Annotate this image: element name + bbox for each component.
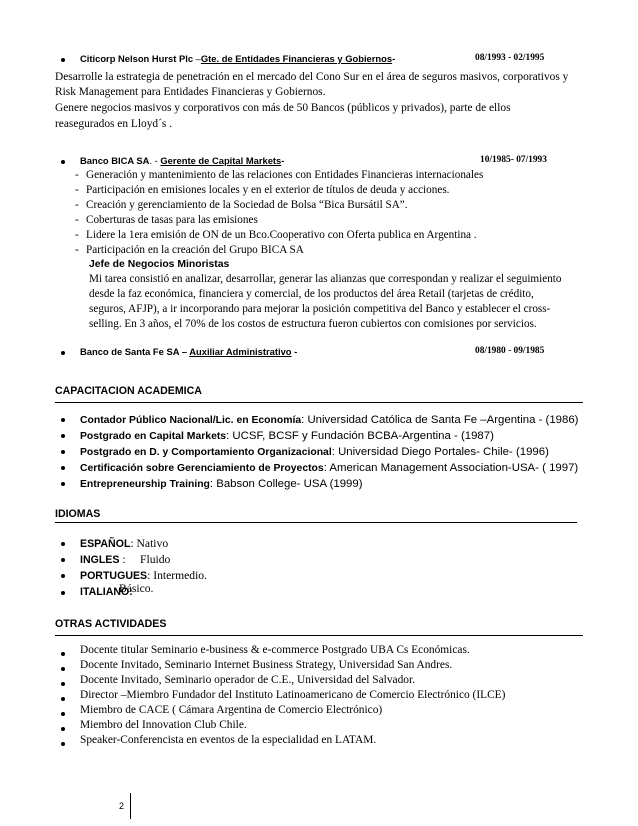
- bullet-icon: [61, 697, 65, 701]
- section-divider: [55, 402, 583, 403]
- activity-item: Docente Invitado, Seminario Internet Business Strategy, Universidad San Andres.: [80, 659, 453, 671]
- job-dates: 10/1985- 07/1993: [480, 155, 547, 165]
- job-heading-santafe: [80, 346, 297, 357]
- job-heading-citicorp: [80, 53, 395, 64]
- language-name: ITALIANO:: [80, 586, 133, 598]
- job-item: Lidere la 1era emisión de ON de un Bco.Cooperativo con Oferta publica en Argentina .: [86, 229, 477, 241]
- section-divider: [55, 635, 583, 636]
- activity-item: Miembro del Innovation Club Chile.: [80, 719, 247, 731]
- dash-marker: -: [75, 184, 79, 196]
- sub-role-line: Mi tarea consistió en analizar, desarrollar, generar las alianzas que correspondan y realizar el seguimiento: [89, 273, 562, 285]
- job-title-suffix: -: [281, 155, 285, 166]
- cap-item-label: Entrepreneurship Training: [80, 479, 210, 490]
- bullet-icon: [61, 160, 65, 164]
- job-title: Auxiliar Administrativo: [189, 346, 292, 357]
- job-dates: 08/1993 - 02/1995: [475, 53, 545, 63]
- job-company: Citicorp Nelson Hurst Plc: [80, 53, 194, 64]
- language-name: ESPAÑOL: [80, 538, 131, 550]
- job-separator: –: [193, 53, 201, 64]
- activity-item: Miembro de CACE ( Cámara Argentina de Comercio Electrónico): [80, 704, 383, 716]
- job-title: Gerente de Capital Markets: [160, 155, 282, 166]
- bullet-icon: [61, 558, 65, 562]
- bullet-icon: [61, 450, 65, 454]
- job-title-suffix: -: [392, 53, 396, 64]
- language-level: Básico.: [119, 582, 154, 595]
- bullet-icon: [61, 434, 65, 438]
- section-heading-capacitacion: CAPACITACION ACADEMICA: [55, 385, 202, 397]
- bullet-icon: [61, 482, 65, 486]
- bullet-icon: [61, 351, 65, 355]
- job-heading-bica: [80, 155, 284, 166]
- language-level: : Fluido: [119, 553, 171, 566]
- bullet-icon: [61, 418, 65, 422]
- dash-marker: -: [75, 169, 79, 181]
- bullet-icon: [61, 652, 65, 656]
- footer-divider: [130, 793, 131, 819]
- cap-item-label: Certificación sobre Gerenciamiento de Proyectos: [80, 463, 324, 474]
- section-heading-otras: OTRAS ACTIVIDADES: [55, 618, 167, 630]
- section-divider: [55, 522, 577, 523]
- bullet-icon: [61, 574, 65, 578]
- job-company: Banco BICA SA: [80, 155, 150, 166]
- job-item: Participación en emisiones locales y en el exterior de títulos de deuda y acciones.: [86, 184, 450, 196]
- job-title: Gte. de Entidades Financieras y Gobiernos: [200, 53, 393, 64]
- cap-item: [80, 474, 363, 492]
- sub-role-line: selling. En 3 años, el 70% de los costos de estructura fueron cubiertos con comisiones por servicios.: [89, 318, 537, 330]
- language-level: : Nativo: [130, 537, 169, 550]
- job-item: Creación y gerenciamiento de la Sociedad de Bolsa “Bica Bursátil SA”.: [86, 199, 408, 211]
- activity-item: Director –Miembro Fundador del Instituto Latinoamericano de Comercio Electrónico (ILCE): [80, 689, 506, 701]
- job-description-line: Risk Management para Entidades Financieras y Gobiernos.: [55, 86, 326, 98]
- bullet-icon: [61, 727, 65, 731]
- activity-item: Speaker-Conferencista en eventos de la especialidad en LATAM.: [80, 734, 377, 746]
- bullet-icon: [61, 58, 65, 62]
- dash-marker: -: [75, 199, 79, 211]
- activity-item: Docente Invitado, Seminario operador de C.E., Universidad del Salvador.: [80, 674, 415, 686]
- bullet-icon: [61, 466, 65, 470]
- job-description-line: reasegurados en Lloyd´s .: [55, 118, 173, 130]
- activity-item: Docente titular Seminario e-business & e-commerce Postgrado UBA Cs Económicas.: [80, 644, 470, 656]
- sub-role-line: seguros, AFJP), a ir incorporando para mejorar la posición competitiva del Banco y establecer el cross-: [89, 303, 551, 315]
- job-item: Participación en la creación del Grupo BICA SA: [86, 244, 304, 256]
- cap-item-value: : Babson College- USA (1999): [209, 478, 363, 490]
- cap-item-value: : UCSF, BCSF y Fundación BCBA-Argentina - (1987): [226, 430, 494, 442]
- bullet-icon: [61, 742, 65, 746]
- language-name: PORTUGUES: [80, 570, 148, 582]
- dash-marker: -: [75, 214, 79, 226]
- bullet-icon: [61, 712, 65, 716]
- language-level: : Intermedio.: [147, 569, 207, 582]
- cap-item-label: Contador Público Nacional/Lic. en Economía: [80, 415, 302, 426]
- job-description-line: Desarrolle la estrategia de penetración en el mercado del Cono Sur en el área de seguros masivos, corporativos y: [55, 71, 569, 83]
- job-description-line: Genere negocios masivos y corporativos con más de 50 Bancos (públicos y privados), parte de ellos: [55, 102, 511, 114]
- job-item: Coberturas de tasas para las emisiones: [86, 214, 258, 226]
- sub-role-line: desde la faz económica, financiera y comercial, de los productos del área Retail (tarjetas de crédito,: [89, 288, 534, 300]
- dash-marker: -: [75, 229, 79, 241]
- bullet-icon: [61, 682, 65, 686]
- job-dates: 08/1980 - 09/1985: [475, 346, 545, 356]
- cap-item-label: Postgrado en D. y Comportamiento Organizacional: [80, 447, 332, 458]
- bullet-icon: [61, 591, 65, 595]
- cap-item-value: : Universidad Diego Portales- Chile- (1996): [331, 446, 549, 458]
- cap-item-label: Postgrado en Capital Markets: [80, 431, 227, 442]
- bullet-icon: [61, 667, 65, 671]
- page-number: 2: [119, 801, 125, 811]
- job-company: Banco de Santa Fe SA: [80, 346, 180, 357]
- bullet-icon: [61, 542, 65, 546]
- job-item: Generación y mantenimiento de las relaciones con Entidades Financieras internacionales: [86, 169, 484, 181]
- job-separator: –: [179, 346, 190, 357]
- sub-role-title: Jefe de Negocios Minoristas: [89, 259, 230, 270]
- job-title-suffix: -: [291, 346, 298, 357]
- section-heading-idiomas: IDIOMAS: [55, 508, 101, 520]
- dash-marker: -: [75, 244, 79, 256]
- language-name: INGLES: [80, 554, 120, 566]
- job-separator: . -: [149, 155, 161, 166]
- cap-item-value: : American Management Association-USA- ( 1997): [323, 462, 579, 474]
- cap-item-value: : Universidad Católica de Santa Fe –Argentina - (1986): [301, 414, 579, 426]
